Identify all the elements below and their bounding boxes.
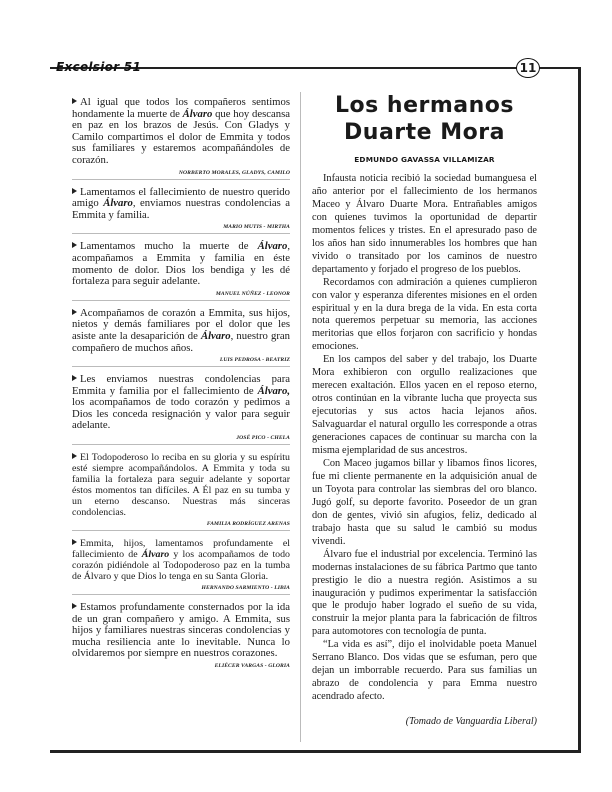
separator-rule xyxy=(72,233,290,234)
article-byline: EDMUNDO GAVASSA VILLAMIZAR xyxy=(354,155,495,164)
article-title-line-1: Los hermanos xyxy=(335,93,514,118)
condolence-message xyxy=(72,97,290,180)
condolence-signature: MANUEL NÚÑEZ - LEONOR xyxy=(215,290,290,297)
frame-right-rule xyxy=(578,67,581,753)
deceased-name: Álvaro xyxy=(103,197,133,210)
condolence-signature: LUIS PEDROSA - BEATRIZ xyxy=(219,357,290,364)
text-run: Lamentamos mucho la muerte de xyxy=(80,240,258,253)
condolence-text xyxy=(72,452,290,518)
condolence-message xyxy=(72,374,290,445)
text-run: y los acompañamos de todo corazón pidiéndole al Todopoderoso paz en la tumba de Álvaro y que Dios lo tenga en su Santa Gloria. xyxy=(72,549,290,583)
arrow-bullet-icon xyxy=(72,375,77,381)
article-title xyxy=(312,92,537,146)
text-run: El Todopoderoso lo reciba en su gloria y su espíritu esté siempre acompañándolos. A Emmita y toda su familia la fortaleza para seguir adelante y soportar éstos momentos tan difíciles. A Él paz en su tumba y un eterno descanso. Nuestras más sinceras condolencias. xyxy=(72,452,290,519)
article-paragraph: Con Maceo jugamos billar y libamos finos licores, fue mi cliente permanente en la adquisición anual de un Toyota para controlar las siembras del oro blanco. Jugó golf, su deporte favorito. Poseedor de un gran don de gentes, vivió sin afugios, feliz, dedicado al trabajo hasta que su salud le cambió su modus vivendi. xyxy=(312,457,537,547)
condolence-text xyxy=(72,602,290,660)
text-run: los acompañamos de todo corazón y pedimos a Dios les conceda resignación y valor para seguir adelante. xyxy=(72,396,290,432)
condolence-signature: JOSÉ PICO - CHELA xyxy=(236,435,290,442)
column-divider xyxy=(300,92,301,742)
condolence-message xyxy=(72,187,290,235)
condolences-column xyxy=(72,97,290,673)
text-run: Estamos profundamente consternados por la ida de un gran compañero y amigo. A Emmita, sus hijos y familiares nuestras sinceras condolencias y mucha resiliencia ante lo inevitable. Nunca lo olvidaremos por siempre en nuestros corazones. xyxy=(72,601,290,660)
condolence-message xyxy=(72,602,290,669)
condolence-text xyxy=(72,374,290,432)
frame-bottom-rule xyxy=(50,750,581,753)
deceased-name: Álvaro xyxy=(257,240,288,253)
separator-rule xyxy=(72,179,290,180)
page-number-badge: 11 xyxy=(516,58,540,78)
condolence-message xyxy=(72,538,290,595)
deceased-name: Álvaro xyxy=(141,549,170,561)
condolence-text xyxy=(72,241,290,287)
arrow-bullet-icon xyxy=(72,242,77,248)
article-paragraph: En los campos del saber y del trabajo, los Duarte Mora exhibieron con orgullo realizaciones que merecen exaltación. Ellos yacen en el reposo eterno, otros continúan en la vibrante lucha que proyecta sus ejecutorias y sus actos hacia lejanos años. Salvaguardar el natural orgullo les corresponde a otras generaciones capaces de continuar su marcha con la misma ejemplaridad de sus ancestros. xyxy=(312,354,537,457)
condolence-message xyxy=(72,452,290,531)
text-run: Emmita, hijos, lamentamos profundamente el fallecimiento de xyxy=(72,538,290,561)
separator-rule xyxy=(72,594,290,595)
condolence-text xyxy=(72,538,290,582)
arrow-bullet-icon xyxy=(72,603,77,609)
publication-name: Excelsior 51 xyxy=(56,60,142,74)
separator-rule xyxy=(72,444,290,445)
condolence-signature: MARIO MUTIS - MIRTHA xyxy=(223,224,290,231)
text-run: Al igual que todos los compañeros sentimos hondamente la muerte de xyxy=(72,96,290,120)
article-paragraph: “La vida es así”, dijo el inolvidable poeta Manuel Serrano Blanco. Dos vidas que se esfuman, pero que dejan un imborrable recuerdo. Para sus familias un abrazo de condolencia y para Emma nuestro acendrado afecto. xyxy=(312,639,537,703)
condolence-text xyxy=(72,187,290,222)
article-source: (Tomado de Vanguardia Liberal) xyxy=(405,716,537,728)
arrow-bullet-icon xyxy=(72,188,77,194)
text-run: , nuestro gran compañero de muchos años. xyxy=(72,329,290,354)
article-paragraph: Recordamos con admiración a quienes cumplieron con valor y esperanza diferentes misiones en el orden espiritual y en la dura brega de la vida. En esta corta nota queremos perpetuar su memoria, las acciones meritorias que ellos forjaron con sacrificio y hondas emociones. xyxy=(312,276,537,353)
condolence-message xyxy=(72,308,290,367)
condolence-text xyxy=(72,97,290,167)
text-run: Acompañamos de corazón a Emmita, sus hijos, nietos y demás familiares por el dolor que les asiste ante la desaparición de xyxy=(72,306,290,342)
text-run: Lamentamos el fallecimiento de nuestro querido amigo xyxy=(72,185,290,210)
text-run: Les enviamos nuestras condolencias para Emmita y familia por el fallecimiento de xyxy=(72,373,290,397)
arrow-bullet-icon xyxy=(72,98,77,104)
text-run: , enviamos nuestras condolencias a Emmita y familia. xyxy=(72,197,290,221)
separator-rule xyxy=(72,300,290,301)
article-body xyxy=(312,173,537,704)
condolence-message xyxy=(72,241,290,300)
article-column xyxy=(312,92,537,727)
condolence-signature: ELIÉCER VARGAS - GLORIA xyxy=(214,663,290,670)
condolence-signature: NORBERTO MORALES, GLADYS, CAMILO xyxy=(178,169,290,176)
deceased-name: Álvaro, xyxy=(257,384,290,397)
deceased-name: Álvaro xyxy=(182,107,213,120)
condolence-text xyxy=(72,308,290,354)
deceased-name: Álvaro xyxy=(200,329,231,342)
separator-rule xyxy=(72,530,290,531)
text-run: , acompañamos a Emmita y familia en éste momento de dolor. Dios los bendiga y les dé fortaleza para seguir adelante. xyxy=(72,240,290,288)
arrow-bullet-icon xyxy=(72,309,77,315)
condolence-signature: HERNANDO SARMIENTO - LIBIA xyxy=(201,585,290,592)
arrow-bullet-icon xyxy=(72,453,77,459)
article-title-line-2: Duarte Mora xyxy=(344,120,505,145)
article-paragraph: Álvaro fue el industrial por excelencia. Terminó las modernas instalaciones de su fábrica Partmo que tanto prestigio le dio a nuestra región. Asistimos a su inauguración y pudimos experimentar la satisfacción que le produjo haber logrado el sueño de su vida, construir la mejor planta para la fabricación de filtros para automotores con tecnología de punta. xyxy=(312,548,537,638)
separator-rule xyxy=(72,366,290,367)
arrow-bullet-icon xyxy=(72,539,77,545)
article-paragraph: Infausta noticia recibió la sociedad bumanguesa el año anterior por el fallecimiento de los hermanos Maceo y Álvaro Duarte Mora. Entrañables amigos con quienes tuvimos la oportunidad de departir momentos felices y tristes. En el apresurado paso de los años han sido innumerables los hombres que han vivido o transitado por los caminos de nuestro departamento y forjado el progreso de los pueblos. xyxy=(312,173,537,275)
condolence-signature: FAMILIA RODRÍGUEZ ARENAS xyxy=(206,521,290,528)
text-run: que hoy descansa en paz en los brazos de Jesús. Con Gladys y Camilo compartimos el dolor de Emmita y todos sus familiares y estaremos acompañándoles de corazón. xyxy=(72,107,290,166)
